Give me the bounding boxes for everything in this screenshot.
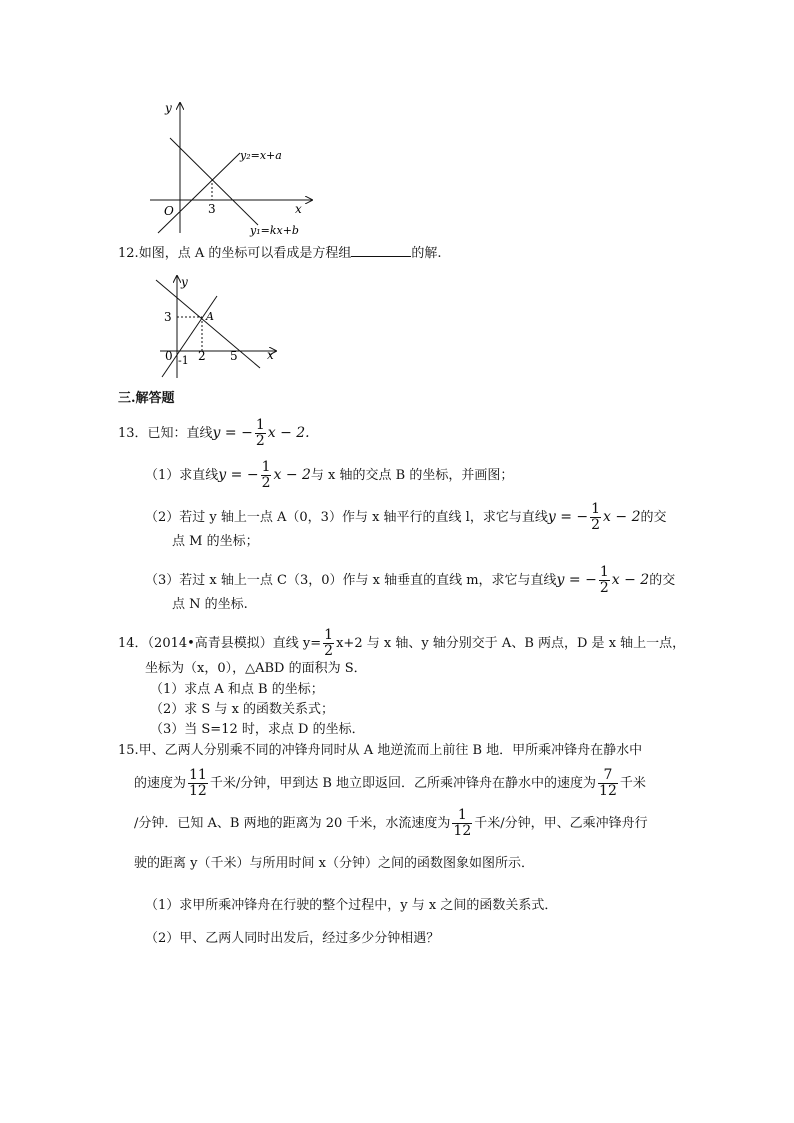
figure-2 bbox=[150, 270, 285, 382]
q15-line4: 驶的距离 y（千米）与所用时间 x（分钟）之间的函数图象如图所示． bbox=[134, 856, 534, 871]
q13-intro: 13．已知：直线y = − $\frac{1}{2}$ x − 2. bbox=[118, 417, 310, 449]
fig2-tick-x5: 5 bbox=[230, 349, 238, 363]
q15-part1: （1）求甲所乘冲锋舟在行驶的整个过程中，y 与 x 之间的函数关系式． bbox=[145, 898, 558, 913]
q14-part1: （1）求点 A 和点 B 的坐标； bbox=[150, 682, 324, 697]
fig2-tick-y3: 3 bbox=[164, 310, 172, 324]
q15-line1: 15.甲、乙两人分别乘不同的冲锋舟同时从 A 地逆流而上前往 B 地．甲所乘冲锋舟在静水中 bbox=[118, 743, 643, 758]
q13-part3: （3）若过 x 轴上一点 C（3，0）作与 x 轴垂直的直线 m，求它与直线y = − $\frac{1}{2}$ x − 2的交 bbox=[145, 564, 676, 596]
fig2-neg1: -1 bbox=[178, 354, 189, 367]
q15-part2: （2）甲、乙两人同时出发后，经过多少分钟相遇？ bbox=[145, 931, 440, 946]
fig2-x-label: x bbox=[267, 348, 274, 362]
q13-part3-cont: 点 N 的坐标. bbox=[172, 597, 248, 612]
fig1-x-label: x bbox=[295, 202, 302, 216]
q12-line: 12.如图，点 A 的坐标可以看成是方程组 的解. bbox=[118, 246, 442, 261]
fig1-line2-label: y₂=x+a bbox=[240, 149, 282, 162]
q14-part3: （3）当 S=12 时，求点 D 的坐标． bbox=[150, 722, 365, 737]
q14-part2: （2）求 S 与 x 的函数关系式； bbox=[150, 702, 335, 717]
fig2-y-label: y bbox=[181, 275, 188, 289]
fig2-tick-x2: 2 bbox=[198, 349, 206, 363]
q14-line2: 坐标为（x，0），△ABD 的面积为 S． bbox=[145, 661, 367, 676]
q13-frac: $\frac{1}{2}$ bbox=[255, 417, 265, 449]
q14-line1: 14．（2014•高青县模拟）直线 y= $\frac{1}{2}$ x+2 与 x 轴、y 轴分别交于 A、B 两点，D 是 x 轴上一点， bbox=[118, 627, 686, 659]
fig1-tick-3: 3 bbox=[208, 202, 216, 216]
fig2-point-label: A bbox=[206, 310, 214, 323]
fig1-origin: O bbox=[164, 204, 174, 218]
section-heading: 三.解答题 bbox=[118, 391, 175, 406]
q15-line3: /分钟．已知 A、B 两地的距离为 20 千米，水流速度为 $\frac{1}{12}$ 千米/分钟，甲、乙乘冲锋舟行 bbox=[134, 807, 648, 839]
q15-frac-1-12: $\frac{1}{12}$ bbox=[453, 807, 472, 839]
q13-part1: （1）求直线y = − $\frac{1}{2}$ x − 2与 x 轴的交点 B 的坐标，并画图； bbox=[145, 459, 514, 491]
fig1-line-y2 bbox=[158, 153, 240, 233]
fig2-origin: 0 bbox=[165, 349, 173, 363]
fig1-line1-label: y₁=kx+b bbox=[250, 224, 299, 237]
q15-line2: 的速度为 $\frac{11}{12}$ 千米/分钟，甲到达 B 地立即返回．乙所乘冲锋舟在静水中的速度为 $\frac{7}{12}$ 千米 bbox=[134, 767, 646, 799]
q12-blank bbox=[351, 244, 411, 257]
fig1-y-label: y bbox=[165, 101, 172, 115]
q14-frac: $\frac{1}{2}$ bbox=[324, 627, 334, 659]
figure-1 bbox=[140, 95, 330, 240]
q13-part2: （2）若过 y 轴上一点 A（0，3）作与 x 轴平行的直线 l，求它与直线y = − $\frac{1}{2}$ x − 2的交 bbox=[145, 501, 667, 533]
q15-frac-11-12: $\frac{11}{12}$ bbox=[189, 767, 207, 799]
q13-part2-cont: 点 M 的坐标； bbox=[172, 534, 259, 549]
q15-frac-7-12: $\frac{7}{12}$ bbox=[599, 767, 617, 799]
